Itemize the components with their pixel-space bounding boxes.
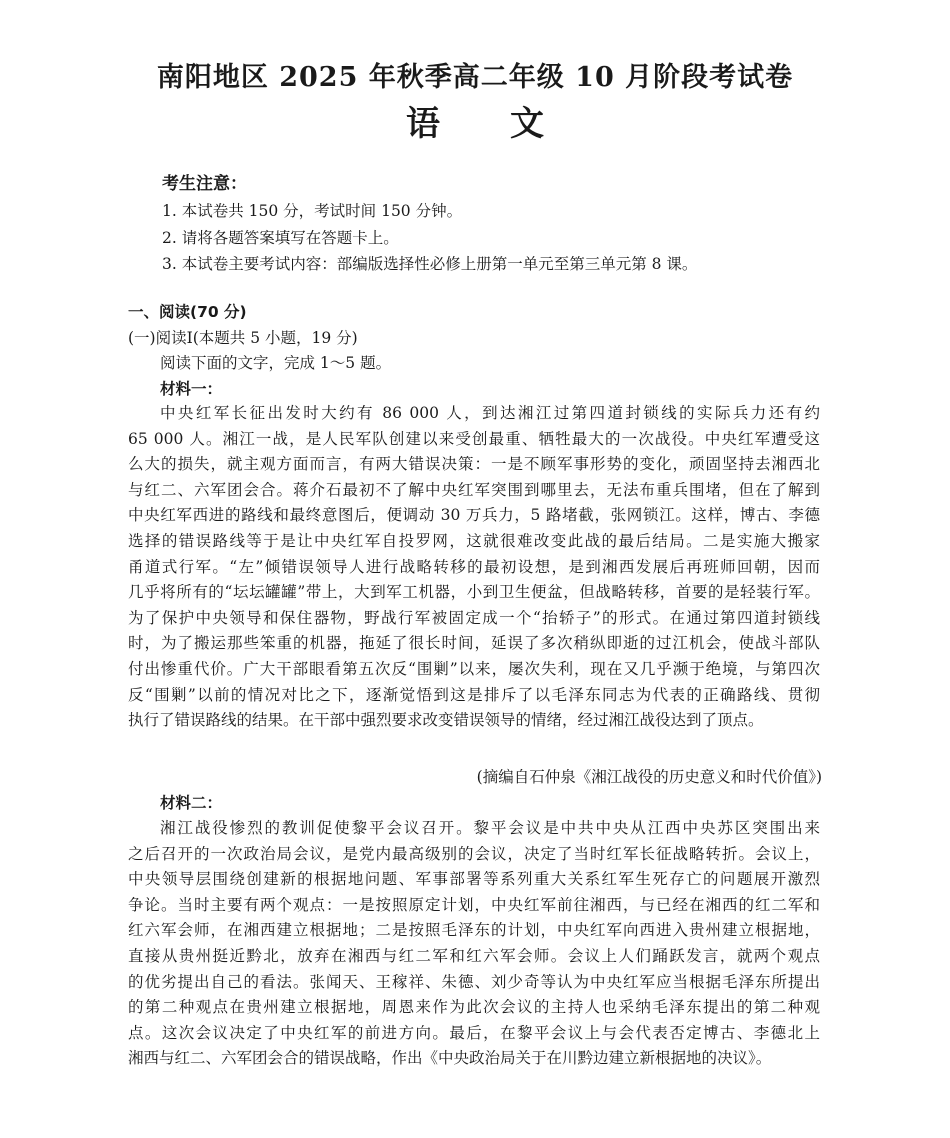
instruction-text: 阅读下面的文字，完成 1～5 题。 xyxy=(160,354,392,372)
paragraph-line: 湘西与红二、六军团会合的错误战略，作出《中央政治局关于在川黔边建立新根据地的决议》。 xyxy=(128,1049,772,1068)
paragraph-line: 执行了错误路线的结果。在干部中强烈要求改变错误领导的情绪，经过湘江战役达到了顶点。 xyxy=(128,711,764,730)
notice-list xyxy=(162,198,697,278)
sub-section-heading: (一)阅读Ⅰ(本题共 5 小题，19 分) xyxy=(128,329,358,347)
paragraph-line: 湘江战役惨烈的教训促使黎平会议召开。黎平会议是中共中央从江西中央苏区突围出来 xyxy=(160,819,820,837)
paragraph-line: 的第二种观点在贵州建立根据地，周恩来作为此次会议的主持人也采纳毛泽东提出的第二种观 xyxy=(128,998,820,1017)
paragraph-line: 甬道式行军。“左”倾错误领导人进行战略转移的最初设想，是到湘西发展后再班师回朝，因而 xyxy=(128,557,820,576)
section-heading: 一、阅读(70 分) xyxy=(128,303,247,321)
material-1-label: 材料一： xyxy=(160,380,223,398)
notice-item: 3. 本试卷主要考试内容：部编版选择性必修上册第一单元至第三单元第 8 课。 xyxy=(162,255,698,273)
paragraph-line: 为了保护中央领导和保住器物，野战行军被固定成一个“抬轿子”的形式。在通过第四道封锁线 xyxy=(128,608,820,627)
material-2-label: 材料二： xyxy=(160,794,223,812)
paragraph-line: 付出惨重代价。广大干部眼看第五次反“围剿”以来，屡次失利，现在又几乎濒于绝境，与第四次 xyxy=(128,659,820,678)
paragraph-line: 点。这次会议决定了中央红军的前进方向。最后，在黎平会议上与会代表否定博古、李德北上 xyxy=(128,1023,820,1042)
notice-heading: 考生注意： xyxy=(162,174,247,194)
subject-title xyxy=(0,96,950,145)
paragraph-line: 直接从贵州挺近黔北，放弃在湘西与红二军和红六军会师。会议上人们踊跃发言，就两个观点 xyxy=(128,946,820,965)
material-2-body xyxy=(128,816,820,1072)
paragraph-line: 么大的损失，就主观方面而言，有两大错误决策：一是不顾军事形势的变化，顽固坚持去湘西北 xyxy=(128,455,820,474)
paragraph-line: 中央红军长征出发时大约有 86 000 人，到达湘江过第四道封锁线的实际兵力还有约 xyxy=(160,404,820,422)
paragraph-line: 选择的错误路线等于是让中央红军自投罗网，这就很难改变此战的最后结局。二是实施大搬家 xyxy=(128,531,820,550)
paragraph-line: 中央红军西进的路线和最终意图后，便调动 30 万兵力，5 路堵截，张网锁江。这样，博古、李德 xyxy=(128,506,820,525)
paragraph-line: 中央领导层围绕创建新的根据地问题、军事部署等系列重大关系红军生死存亡的问题展开激烈 xyxy=(128,870,820,889)
notice-item: 1. 本试卷共 150 分，考试时间 150 分钟。 xyxy=(162,202,463,220)
exam-title: 南阳地区 2025 年秋季高二年级 10 月阶段考试卷 xyxy=(156,62,794,93)
paragraph-line: 时，为了搬运那些笨重的机器，拖延了很长时间，延误了多次稍纵即逝的过江机会，使战斗部队 xyxy=(128,634,820,653)
paragraph-line: 争论。当时主要有两个观点：一是按照原定计划，中央红军前往湘西，与已经在湘西的红二军和 xyxy=(128,895,820,914)
paragraph-line: 65 000 人。湘江一战，是人民军队创建以来受创最重、牺牲最大的一次战役。中央红军遭受这 xyxy=(128,429,820,448)
subject-char: 文 xyxy=(510,104,544,144)
paragraph-line: 反“围剿”以前的情况对比之下，逐渐觉悟到这是排斥了以毛泽东同志为代表的正确路线、贯彻 xyxy=(128,685,820,704)
subject-char: 语 xyxy=(406,104,440,144)
notice-item: 2. 请将各题答案填写在答题卡上。 xyxy=(162,228,399,247)
paragraph-line: 与红二、六军团会合。蒋介石最初不了解中央红军突围到哪里去，无法布重兵围堵，但在了解到 xyxy=(128,480,820,499)
paragraph-line: 的优劣提出自己的看法。张闻天、王稼祥、朱德、刘少奇等认为中央红军应当根据毛泽东所提出 xyxy=(128,972,820,991)
material-1-body xyxy=(128,401,820,734)
paragraph-line: 几乎将所有的“坛坛罐罐”带上，大到军工机器，小到卫生便盆，但战略转移，首要的是轻装行军。 xyxy=(128,583,820,602)
paragraph-line: 之后召开的一次政治局会议，是党内最高级别的会议，决定了当时红军长征战略转折。会议上， xyxy=(128,844,820,863)
paragraph-line: 红六军会师，在湘西建立根据地；二是按照毛泽东的计划，中央红军向西进入贵州建立根据地， xyxy=(128,921,820,940)
material-1-source: (摘编自石仲泉《湘江战役的历史意义和时代价值》) xyxy=(476,768,822,786)
